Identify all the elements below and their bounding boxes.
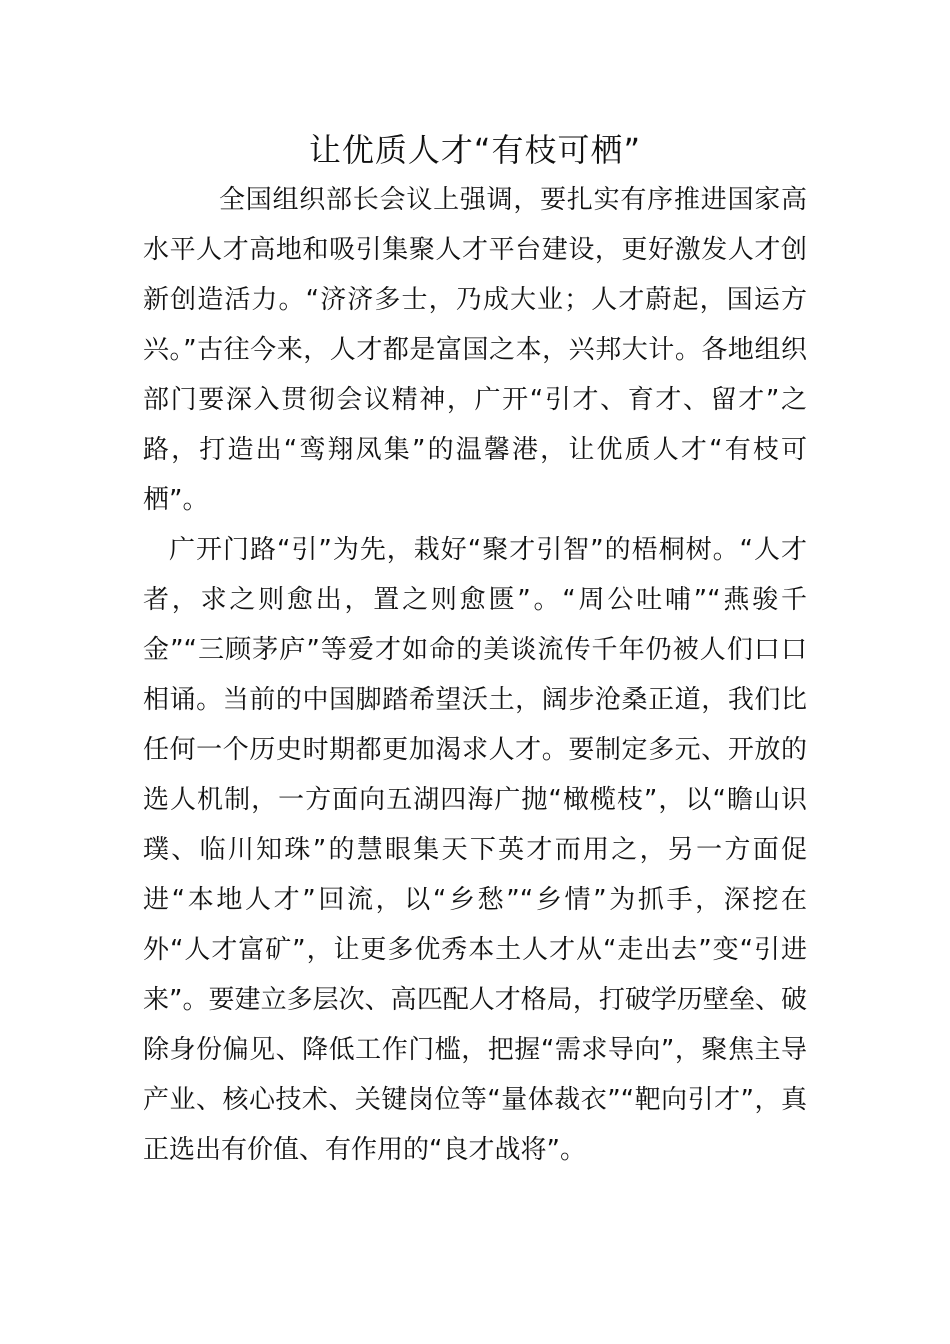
paragraph-2: 广开门路“引”为先，栽好“聚才引智”的梧桐树。“人才者，求之则愈出，置之则愈匮”。“周公吐哺”“燕骏千金”“三顾茅庐”等爱才如命的美谈流传千年仍被人们口口相诵。当前的中国脚踏希望沃土，阔步沧桑正道，我们比任何一个历史时期都更加渴求人才。要制定多元、开放的选人机制，一方面向五湖四海广抛“橄榄枝”，以“瞻山识璞、临川知珠”的慧眼集天下英才而用之，另一方面促进“本地人才”回流，以“乡愁”“乡情”为抓手，深挖在外“人才富矿”，让更多优秀本土人才从“走出去”变“引进来”。要建立多层次、高匹配人才格局，打破学历壁垒、破除身份偏见、降低工作门槛，把握“需求导向”，聚焦主导产业、核心技术、关键岗位等“量体裁衣”“靶向引才”，真正选出有价值、有作用的“良才战将”。 [143, 535, 807, 1165]
paragraph-1: 全国组织部长会议上强调，要扎实有序推进国家高水平人才高地和吸引集聚人才平台建设，更好激发人才创新创造活力。“济济多士，乃成大业；人才蔚起，国运方兴。”古往今来，人才都是富国之本，兴邦大计。各地组织部门要深入贯彻会议精神，广开“引才、育才、留才”之路，打造出“鸾翔凤集”的温馨港，让优质人才“有枝可栖”。 [143, 185, 807, 515]
document-title: 让优质人才“有枝可栖” [308, 131, 642, 169]
